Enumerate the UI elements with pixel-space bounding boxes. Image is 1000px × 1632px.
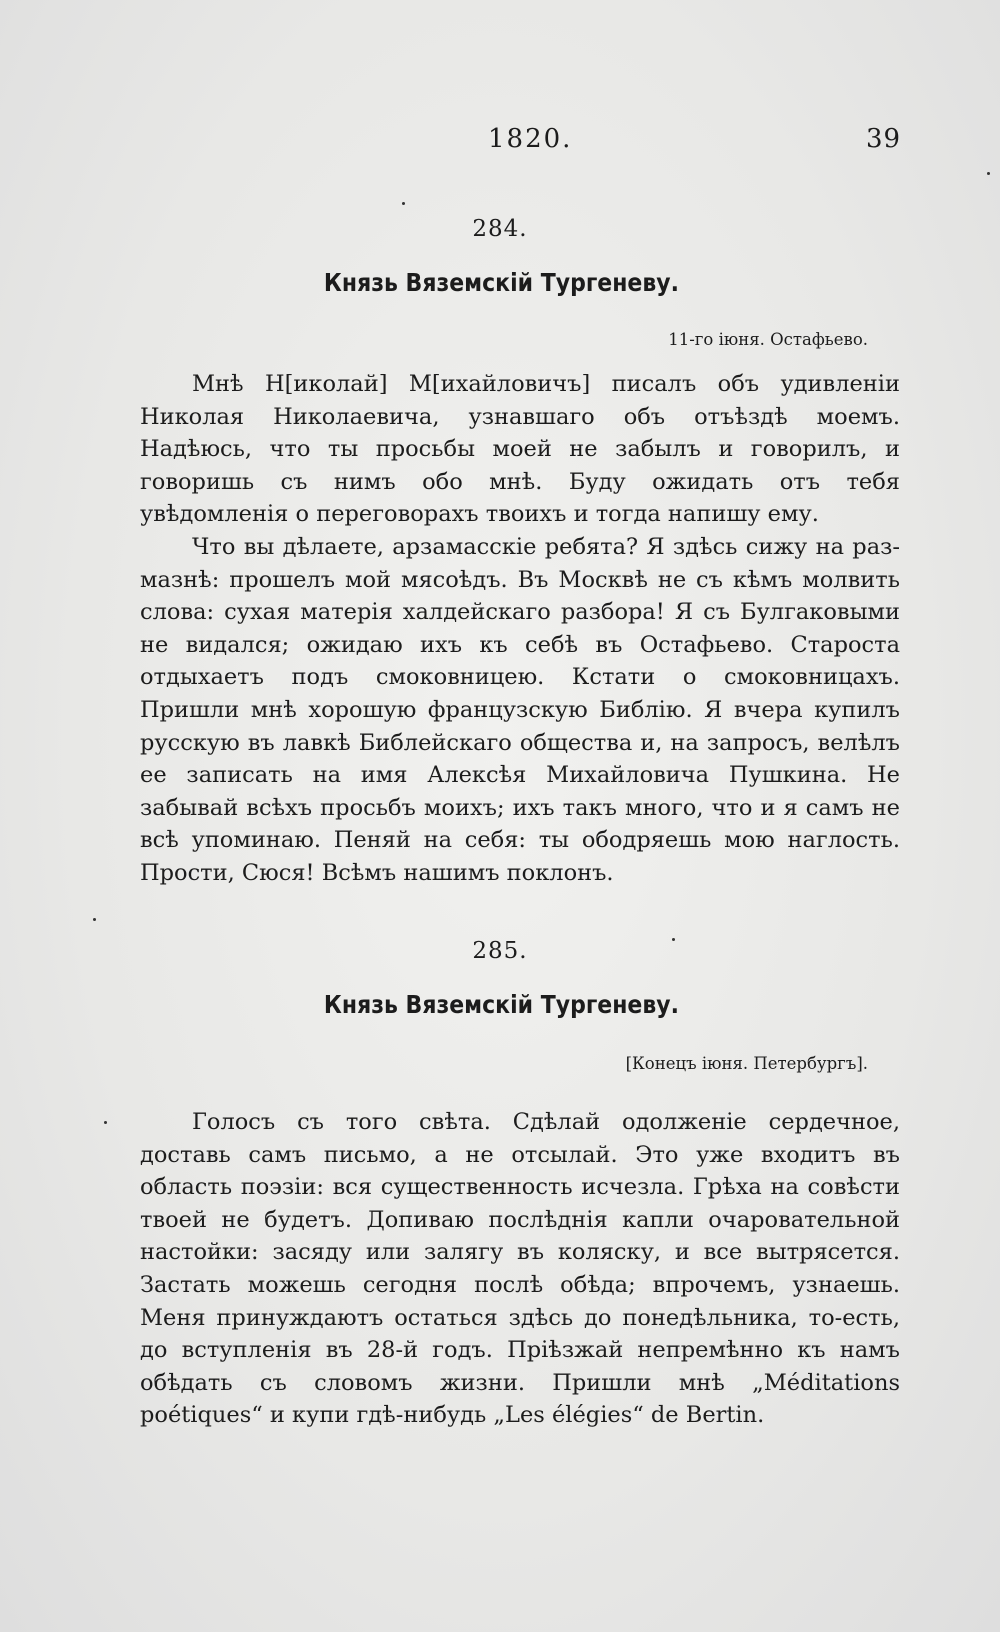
letter-title: Князь Вяземскій Тургеневу. [323, 990, 679, 1019]
letter-number: 285. [472, 938, 528, 964]
letter-title: Князь Вяземскій Тургеневу. [323, 268, 679, 297]
page-number: 39 [866, 124, 902, 154]
letter-body [140, 1106, 900, 1432]
scan-speck [104, 1121, 107, 1124]
letter-dateline: [Конецъ іюня. Петербургъ]. [625, 1054, 868, 1073]
paragraph: Мнѣ Н[иколай] М[ихайловичъ] писалъ объ удивленіи Николая Николаевича, узнавшаго объ отъѣздѣ моемъ. Надѣюсь, что ты просьбы моей не забылъ и говорилъ, и говоришь съ нимъ обо мнѣ. Буду ожидать отъ тебя увѣдомленія о переговорахъ твоихъ и тогда напишу ему. [140, 371, 900, 528]
scan-speck [672, 938, 675, 941]
scan-speck [987, 172, 990, 175]
paragraph: Голосъ съ того свѣта. Сдѣлай одолженіе сердечное, доставь самъ письмо, а не отсылай. Это уже входитъ въ область поэзіи: вся существенность исчезла. Грѣха на совѣсти твоей не будетъ. Допиваю послѣднія капли очаровательной настойки: засяду или залягу въ коляску, и все вытрясется. Застать можешь сегодня послѣ обѣда; впрочемъ, узнаешь. Меня принуждаютъ остаться здѣсь до понедѣльника, то-есть, до вступленія въ 28-й годъ. Пріѣзжай непремѣнно къ намъ обѣдать съ словомъ жизни. Пришли мнѣ „Méditations poétiques“ и купи гдѣ-нибудь „Les élégies“ de Bertin. [140, 1109, 900, 1429]
letter-dateline: 11-го іюня. Остафьево. [668, 330, 868, 349]
running-head [0, 124, 1000, 158]
running-head-year: 1820. [488, 124, 573, 154]
letter-number: 284. [472, 216, 528, 242]
scan-speck [402, 202, 405, 205]
paragraph: Что вы дѣлаете, арзамасскіе ребята? Я здѣсь сижу на размазнѣ: прошелъ мой мясоѣдъ. Въ Москвѣ не съ кѣмъ молвить слова: сухая матерія халдейскаго разбора! Я съ Булгаковыми не видался; ожидаю ихъ къ себѣ въ Остафьево. Староста отдыхаетъ подъ смоковницею. Кстати о смоковницахъ. Пришли мнѣ хорошую французскую Библію. Я вчера купилъ русскую въ лавкѣ Библейскаго общества и, на запросъ, велѣлъ ее записать на имя Алексѣя Михайловича Пушкина. Не забывай всѣхъ просьбъ моихъ; ихъ такъ много, что и я самъ не всѣ упоминаю. Пеняй на себя: ты ободряешь мою наглость. Прости, Сюся! Всѣмъ нашимъ поклонъ. [140, 533, 900, 886]
scan-speck [93, 918, 96, 921]
letter-body [140, 368, 900, 890]
